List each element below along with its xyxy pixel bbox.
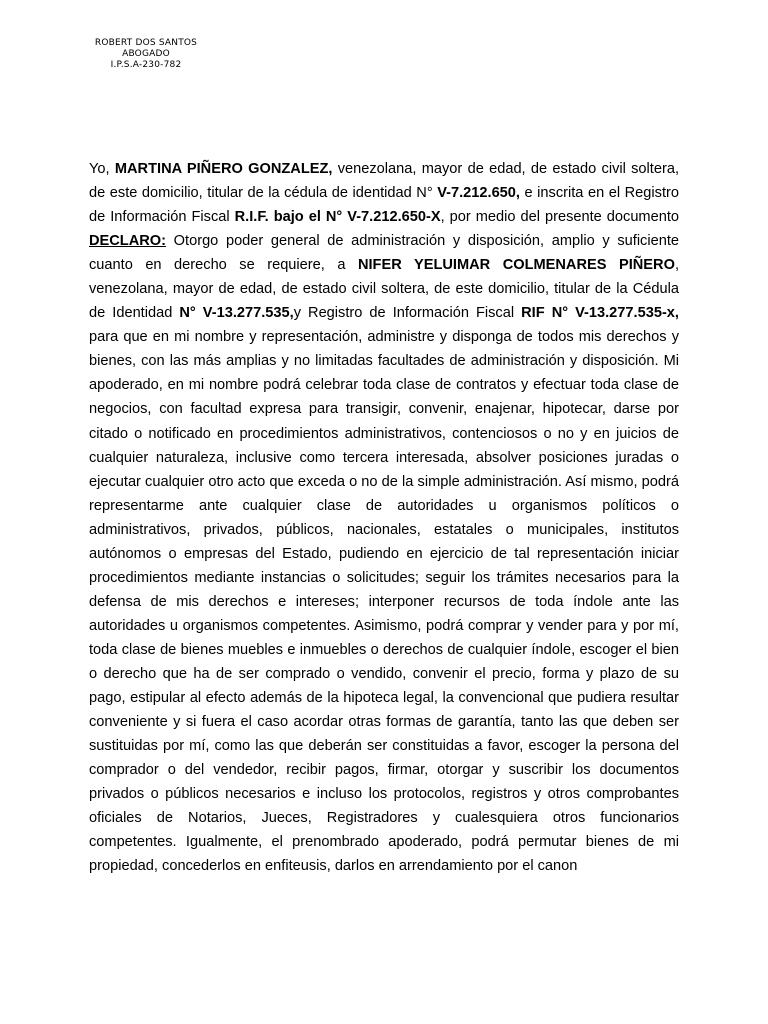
attorney-rif-number: RIF N° V-13.277.535-x, <box>521 305 679 322</box>
text-segment: venezolana, mayor de edad, de estado civil soltera, de este domicilio, titular de la cédula de identidad N° <box>89 161 679 202</box>
letterhead <box>86 38 206 71</box>
grantor-name: MARTINA PIÑERO GONZALEZ, <box>114 161 333 177</box>
text-segment: Yo, <box>89 161 115 177</box>
text-segment: , por medio del presente documento <box>440 209 679 226</box>
text-segment: y Registro de Información Fiscal <box>293 305 522 322</box>
grantor-rif-number: R.I.F. bajo el N° V-7.212.650-X <box>234 209 441 226</box>
declaro-heading: DECLARO: <box>89 233 167 250</box>
text-segment: Otorgo poder general de administración y disposición, amplio y suficiente cuanto en derecho se requiere, a <box>89 233 679 274</box>
document-body <box>89 157 679 878</box>
lawyer-name: ROBERT DOS SANTOS <box>94 38 198 48</box>
grantor-id-number: V-7.212.650, <box>437 185 520 202</box>
text-segment: , venezolana, mayor de edad, de estado civil soltera, de este domicilio, titular de la Cédula de Identidad <box>89 257 679 322</box>
text-segment: e inscrita en el Registro de Información Fiscal <box>89 185 679 226</box>
lawyer-title: ABOGADO <box>122 49 170 59</box>
attorney-name: NIFER YELUIMAR COLMENARES PIÑERO <box>357 257 675 274</box>
lawyer-registration: I.P.S.A-230-782 <box>110 60 182 70</box>
text-segment: para que en mi nombre y representación, administre y disponga de todos mis derechos y bienes, con las más amplias y no limitadas facultades de administración y disposición. Mi apoderado, en mi nombre podrá celebrar toda clase de contratos y efectuar toda clase de negocios, con facultad expresa para transigir, convenir, enajenar, hipotecar, darse por citado o notificado en procedimientos administrativos, contenciosos o no y en juicios de cualquier naturaleza, inclusive como tercera interesada, absolver posiciones juradas o ejecutar cualquier otro acto que exceda o no de la simple administración. Así mismo, podrá representarme ante cualquier clase de autoridades u organismos políticos o administrativos, privados, públicos, nacionales, estatales o municipales, institutos autónomos o empresas del Estado, pudiendo en ejercicio de tal representación iniciar procedimientos mediante instancias o solicitudes; seguir los trámites necesarios para la defensa de mis derechos e intereses; interponer recursos de toda índole ante las autoridades u organismos competentes. Asimismo, podrá comprar y vender para y por mí, toda clase de bienes muebles e inmuebles o derechos de cualquier índole, escoger el bien o derecho que ha de ser comprado o vendido, convenir el precio, forma y plazo de su pago, estipular al efecto además de la hipoteca legal, la convencional que pudiera resultar conveniente y si fuera el caso acordar otras formas de garantía, tanto las que deben ser sustituidas por mí, como las que deberán ser constituidas a favor, escoger la persona del comprador o del vendedor, recibir pagos, firmar, otorgar y suscribir los documentos privados o públicos necesarios e incluso los protocolos, registros y otros comprobantes oficiales de Notarios, Jueces, Registradores y cualesquiera otros funcionarios competentes. Igualmente, el prenombrado apoderado, podrá permutar bienes de mi propiedad, concederlos en enfiteusis, darlos en arrendamiento por el canon <box>89 329 679 875</box>
attorney-id-number: N° V-13.277.535, <box>179 305 294 322</box>
